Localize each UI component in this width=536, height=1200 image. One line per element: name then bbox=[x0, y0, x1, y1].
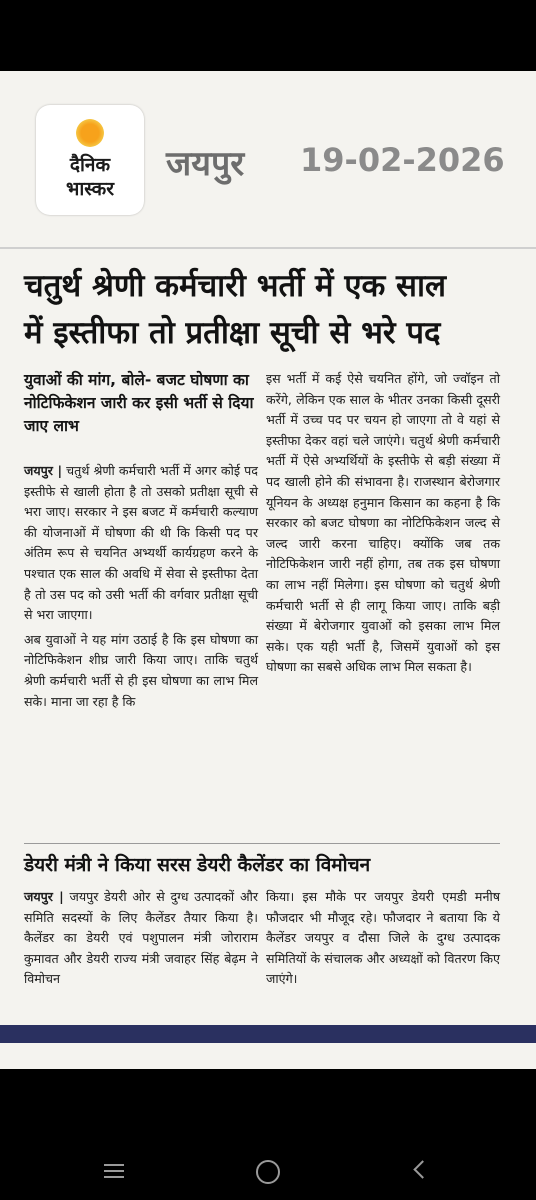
story1-paragraph-2: अब युवाओं ने यह मांग उठाई है कि इस घोषणा का नोटिफिकेशन शीघ्र जारी किया जाए। ताकि चतुर्थ श्रेणी कर्मचारी भर्ती से ही इस घोषणा का लाभ मिल सके। माना जा रहा है कि bbox=[24, 631, 258, 709]
home-icon[interactable] bbox=[254, 1158, 284, 1184]
sun-icon bbox=[76, 119, 104, 147]
story2-headline: डेयरी मंत्री ने किया सरस डेयरी कैलेंडर का विमोचन bbox=[24, 854, 371, 876]
story1-column-right bbox=[266, 369, 500, 682]
android-navigation-bar bbox=[0, 1140, 536, 1200]
story1-dateline: जयपुर | bbox=[24, 463, 63, 478]
story-divider bbox=[24, 843, 500, 844]
story1-column-left bbox=[24, 461, 258, 716]
story1-subheadline: युवाओं की मांग, बोले- बजट घोषणा का नोटिफिकेशन जारी कर इसी भर्ती से दिया जाए लाभ bbox=[24, 371, 254, 435]
edition-city: जयपुर bbox=[166, 144, 245, 184]
story2-paragraph-2: किया। इस मौके पर जयपुर डेयरी एमडी मनीष फौजदार भी मौजूद रहे। फौजदार ने बताया कि ये कैलेंडर जयपुर व दौसा जिले के दुग्ध उत्पादक समितियों के संचालक और अध्यक्षों को वितरण किए जाएंगे। bbox=[266, 889, 500, 987]
story2-paragraph-1 bbox=[24, 887, 258, 990]
story1-paragraph-1 bbox=[24, 461, 258, 626]
story2-column-right bbox=[266, 887, 500, 994]
story1-para1-text: चतुर्थ श्रेणी कर्मचारी भर्ती में अगर कोई पद इस्तीफे से खाली होता है तो उसको प्रतीक्षा सूची से भरा जाए। सरकार ने इस बजट में कर्मचारी कल्याण की योजनाओं में घोषणा की थी कि किसी पद पर अंतिम रूप से चयनित अभ्यर्थी कार्यग्रहण करने के पश्चात एक साल की अवधि में सेवा से इस्तीफा देता है तो उस पद को उसी भर्ती की वर्गवार प्रतीक्षा सूची से भरा जाएगा। bbox=[24, 463, 258, 623]
back-icon[interactable] bbox=[408, 1158, 438, 1184]
logo-text-line2: भास्कर bbox=[65, 178, 115, 200]
story1-headline bbox=[24, 263, 524, 357]
story2-dateline: जयपुर | bbox=[24, 889, 64, 904]
story1-headline-line2: में इस्तीफा तो प्रतीक्षा सूची से भरे पद bbox=[24, 315, 441, 351]
masthead-divider bbox=[0, 247, 536, 249]
menu-icon[interactable] bbox=[100, 1158, 130, 1184]
story1-headline-line1: चतुर्थ श्रेणी कर्मचारी भर्ती में एक साल bbox=[24, 268, 447, 304]
dainik-bhaskar-logo bbox=[36, 105, 144, 215]
page-footer-band bbox=[0, 1025, 536, 1043]
story2-para1-text: जयपुर डेयरी ओर से दुग्ध उत्पादकों और समिति सदस्यों के लिए कैलेंडर तैयार किया है। कैलेंडर का डेयरी एवं पशुपालन मंत्री जोराराम कुमावत और डेयरी राज्य मंत्री जवाहर सिंह बेढ़म ने विमोचन bbox=[24, 889, 258, 987]
newspaper-clipping bbox=[0, 71, 536, 1069]
story1-paragraph-3: इस भर्ती में कई ऐसे चयनित होंगे, जो ज्वॉइन तो करेंगे, लेकिन एक साल के भीतर उनका किसी दूसरी भर्ती में उच्च पद पर चयन हो जाएगा तो वे यहां से इस्तीफा देकर वहां चले जाएंगे। चतुर्थ श्रेणी कर्मचारी भर्ती में ऐसे अभ्यर्थियों के इस्तीफे से बड़ी संख्या में पद खाली होने की संभावना है। राजस्थान बेरोजगार यूनियन के अध्यक्ष हनुमान किसान का कहना है कि सरकार को बजट घोषणा का नोटिफिकेशन जल्द से जल्द जारी करना चाहिए। क्योंकि जब तक नोटिफिकेशन जारी नहीं होगा, तब तक इस घोषणा का लाभ नहीं मिलेगा। इस घोषणा को चतुर्थ श्रेणी कर्मचारी भर्ती से ही लागू किया जाए। ताकि बड़ी संख्या में बेरोजगार युवाओं को इसका लाभ मिल सके। एक यही भर्ती है, जिसमें युवाओं को इस घोषणा का सबसे अधिक लाभ मिल सकता है। bbox=[266, 371, 500, 675]
edition-date: 19-02-2026 bbox=[300, 141, 505, 179]
story2-column-left bbox=[24, 887, 258, 994]
logo-text-line1: दैनिक bbox=[69, 154, 111, 176]
